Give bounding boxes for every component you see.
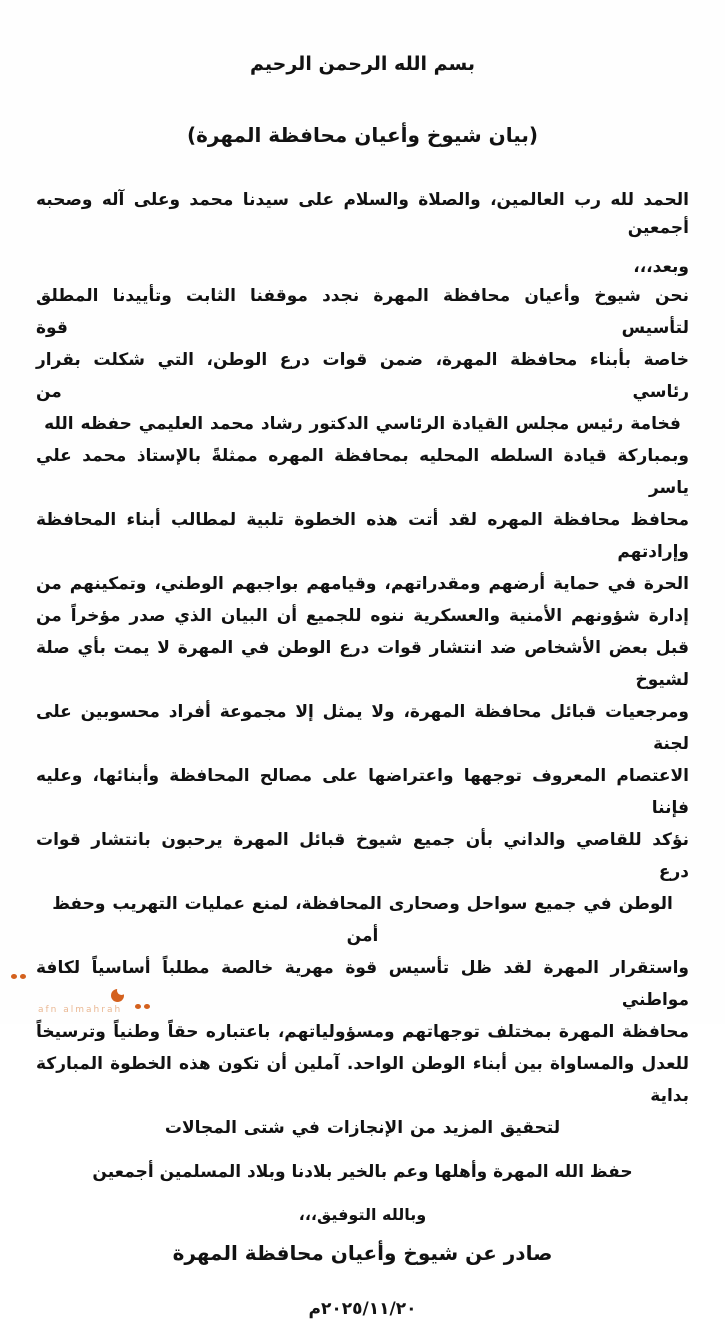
body-line: محافظة المهرة بمختلف توجهاتهم ومسؤولياتهم، باعتباره حقاً وطنياً وترسيخاً: [36, 1022, 689, 1042]
preface-line: وبعد،،،: [633, 257, 689, 277]
orange-dot-icon: [20, 974, 26, 979]
basmala-heading: بسم الله الرحمن الرحيم: [250, 53, 475, 75]
body-line: خاصة بأبناء محافظة المهرة، ضمن قوات درع الوطن، التي شكلت بقرار رئاسي من: [36, 350, 689, 402]
statement-date: ٢٠٢٥/١١/٢٠م: [308, 1299, 417, 1319]
body-line: ومرجعيات قبائل محافظة المهرة، ولا يمثل إلا مجموعة أفراد محسوبين على لجنة: [36, 702, 689, 754]
body-line: فخامة رئيس مجلس القيادة الرئاسي الدكتور رشاد محمد العليمي حفظه الله: [44, 414, 681, 434]
statement-title: (بيان شيوخ وأعيان محافظة المهرة): [186, 123, 539, 147]
body-line: إدارة شؤونهم الأمنية والعسكرية ننوه للجميع أن البيان الذي صدر مؤخراً من: [36, 606, 689, 626]
body-line: وبمباركة قيادة السلطه المحليه بمحافظة المهره ممثلةً بالإستاذ محمد علي ياسر: [36, 446, 689, 498]
issuer-line: صادر عن شيوخ وأعيان محافظة المهرة: [172, 1241, 553, 1265]
watermark-dots-icon: [135, 1004, 150, 1009]
body-line: الاعتصام المعروف توجهها واعتراضها على مصالح المحافظة وأبنائها، وعليه فإننا: [36, 766, 689, 818]
body-line: الحرة في حماية أرضهم ومقدراتهم، وقيامهم بواجبهم الوطني، وتمكينهم من: [36, 574, 689, 594]
body-line: الوطن في جميع سواحل وصحارى المحافظة، لمنع عمليات التهريب وحفظ أمن: [52, 894, 673, 946]
body-line: محافظ محافظة المهره لقد أتت هذه الخطوة تلبية لمطالب أبناء المحافظة وإرادتهم: [36, 510, 689, 562]
statement-body: [36, 280, 689, 1144]
crescent-logo-icon: [111, 989, 124, 1002]
orange-dot-icon: [11, 974, 17, 979]
body-line: قبل بعض الأشخاص ضد انتشار قوات درع الوطن في المهرة لا يمت بأي صلة لشيوخ: [36, 638, 689, 690]
watermark-text: afn almahrah: [38, 1005, 123, 1015]
closing-prayer-line: حفظ الله المهرة وأهلها وعم بالخير بلادنا وبلاد المسلمين أجمعين: [92, 1162, 633, 1182]
orange-dot-icon: [135, 1004, 141, 1009]
orange-dot-icon: [144, 1004, 150, 1009]
body-line: للعدل والمساواة بين أبناء الوطن الواحد. آملين أن تكون هذه الخطوة المباركة بداية: [36, 1054, 689, 1106]
crescent-bite-shape: [117, 986, 126, 995]
body-line: نؤكد للقاصي والداني بأن جميع شيوخ قبائل المهرة يرحبون بانتشار قوات درع: [36, 830, 689, 882]
salutation-line: الحمد لله رب العالمين، والصلاة والسلام على سيدنا محمد وعلى آله وصحبه أجمعين: [36, 190, 689, 238]
body-line: لتحقيق المزيد من الإنجازات في شتى المجالات: [164, 1118, 561, 1138]
tawfiq-line: وبالله التوفيق،،،: [298, 1205, 427, 1224]
body-line: نحن شيوخ وأعيان محافظة المهرة نجدد موقفنا الثابت وتأييدنا المطلق لتأسيس قوة: [36, 286, 689, 338]
watermark-dots-icon: [11, 974, 26, 979]
body-line: واستقرار المهرة لقد ظل تأسيس قوة مهرية خالصة مطلباً أساسياً لكافة مواطني: [36, 958, 689, 1010]
